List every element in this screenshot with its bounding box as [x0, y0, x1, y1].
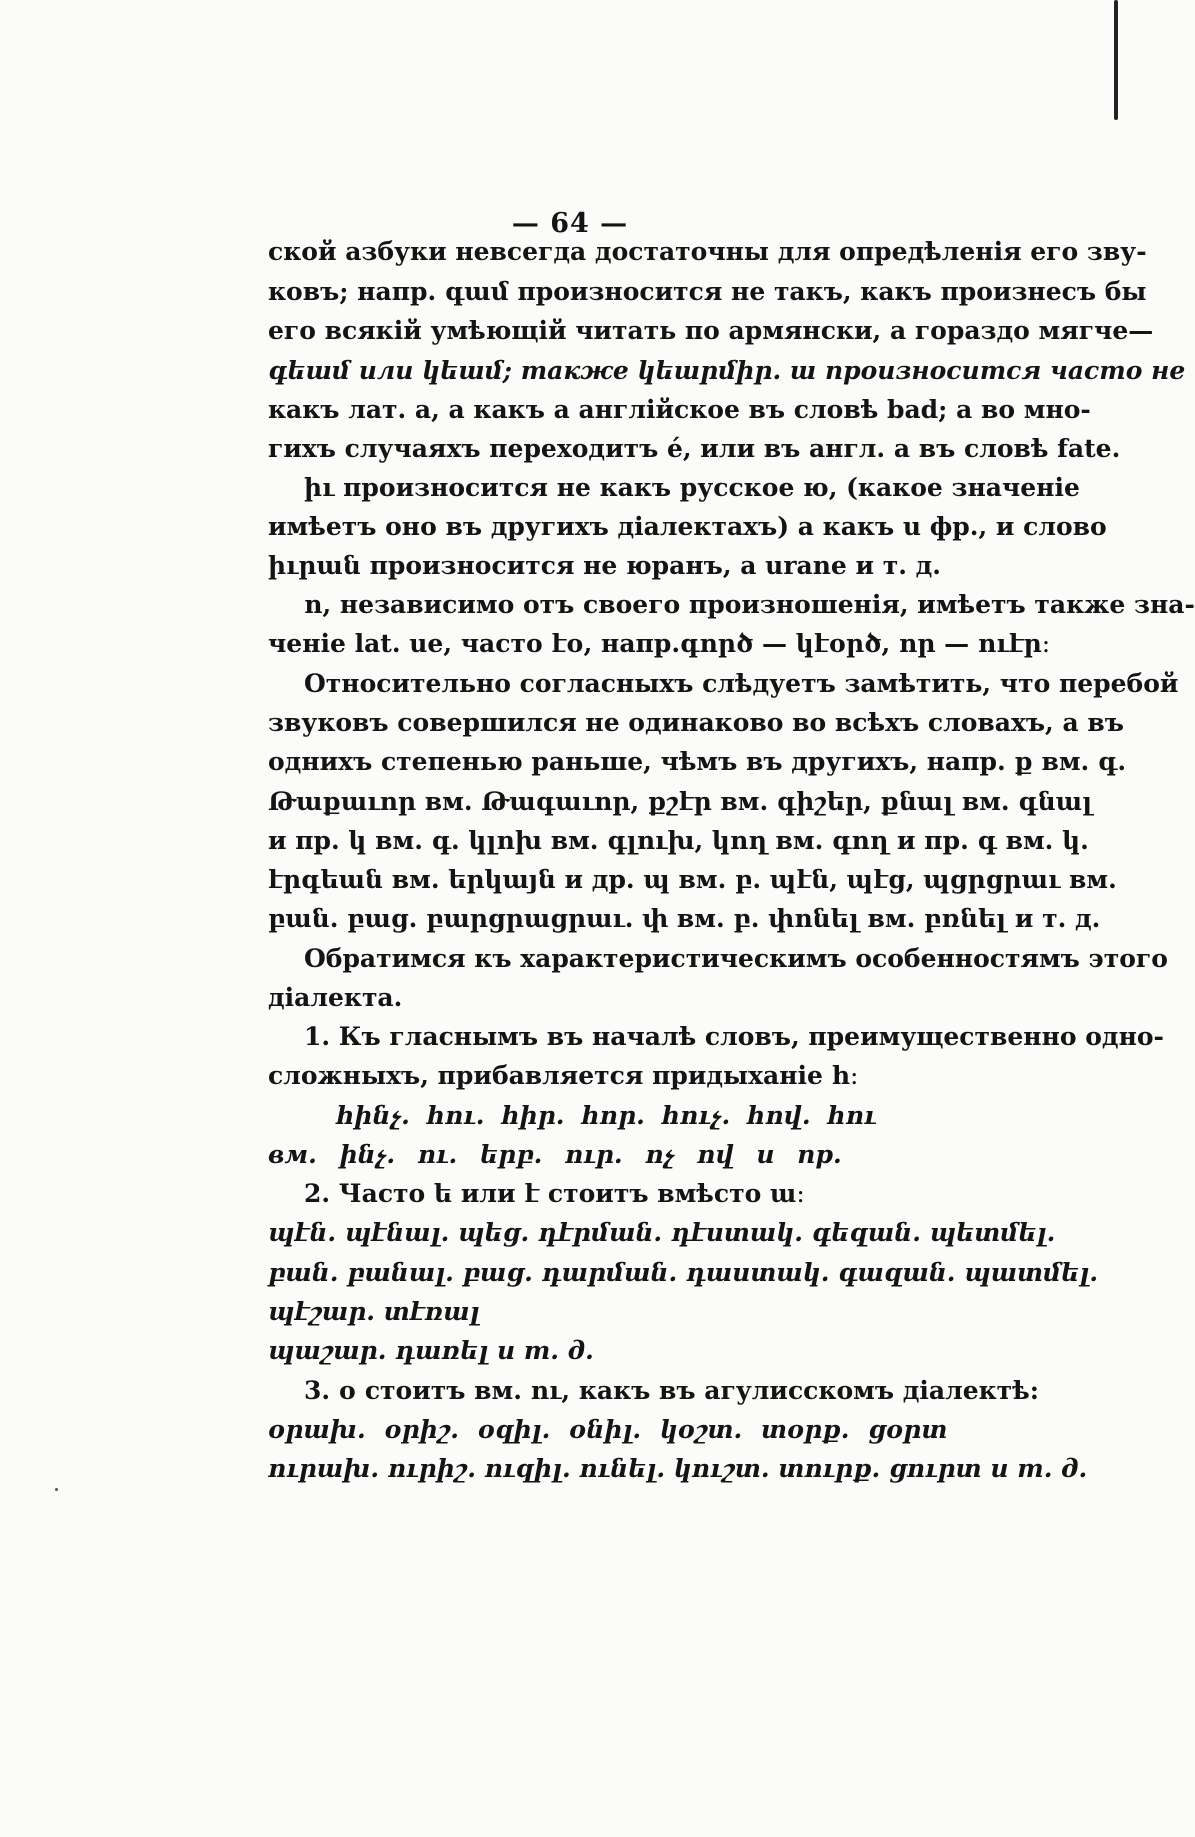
text-line: պէն. պէնալ. պեց. դէրման. դէստակ. գեզան. պետմել. [268, 1218, 1056, 1247]
text-line: օրախ. օրիշ. օզիլ. օնիլ. կօշտ. տօրք. ցօրտ [268, 1415, 948, 1444]
text-line: сложныхъ, прибавляется придыханіе հ։ [268, 1061, 859, 1090]
text-line: 3. օ стоитъ вм. ու, какъ въ агулисскомъ діалектѣ: [304, 1376, 1039, 1405]
text-line: и пр. կ вм. գ. կլոխ вм. գլուխ, կող вм. գող и пр. գ вм. կ. [268, 826, 1089, 855]
text-line: Обратимся къ характеристическимъ особенностямъ этого [304, 944, 1168, 973]
text-line: ской азбуки невсегда достаточны для опредѣленія его зву- [268, 237, 1147, 266]
text-line: էրգեան вм. երկայն и др. պ вм. բ. պէն, պէց, պցրցրաւ вм. [268, 865, 1117, 894]
text-line: պէշար. տէռալ [268, 1297, 480, 1326]
text-line: ковъ; напр. գամ произносится не такъ, какъ произнесъ бы [268, 277, 1147, 306]
text-line: вм. ինչ. ու. երբ. ուր. ոչ ով и пр. [268, 1140, 842, 1169]
text-line: Թաքաւոր вм. Թագաւոր, քշէր вм. գիշեր, քնալ вм. գնալ [268, 787, 1093, 816]
text-line: իւրան произносится не юранъ, а urane и т. д. [268, 551, 941, 580]
text-line: однихъ степенью раньше, чѣмъ въ другихъ, напр. ք вм. գ. [268, 747, 1127, 776]
text-line: звуковъ совершился не одинаково во всѣхъ словахъ, а въ [268, 708, 1124, 737]
text-line: իւ произносится не какъ русское ю, (какое значеніе [304, 473, 1080, 502]
text-line: 2. Часто ե или է стоитъ вмѣсто ա։ [304, 1179, 805, 1208]
text-line: բան. բանալ. բաց. դարման. դաստակ. գազան. պատմել. [268, 1258, 1099, 1287]
text-line: какъ лат. a, а какъ a англійское въ словѣ bad; а во мно- [268, 395, 1091, 424]
page-edge-line [1114, 0, 1118, 120]
text-line: հինչ. հու. հիր. հոր. հուչ. հով. հու [336, 1101, 877, 1130]
text-line: ուրախ. ուրիշ. ուզիլ. ունել. կուշտ. տուրք. ցուրտ и т. д. [268, 1454, 1088, 1483]
text-line: имѣетъ оно въ другихъ діалектахъ) а какъ u фр., и слово [268, 512, 1107, 541]
text-line: ченіе lat. ue, часто էօ, напр.գործ — կէօրծ, որ — ուէր։ [268, 629, 1051, 658]
text-line: գեամ или կեամ; также կեարմիր. ա произносится часто не [268, 356, 1186, 385]
text-line: ո, независимо отъ своего произношенія, имѣетъ также зна- [304, 590, 1195, 619]
text-line: его всякій умѣющій читать по армянски, а гораздо мягче— [268, 316, 1154, 345]
text-line: 1. Къ гласнымъ въ началѣ словъ, преимущественно одно- [304, 1022, 1164, 1051]
text-line: гихъ случаяхъ переходитъ é, или въ англ. a въ словѣ fate. [268, 434, 1121, 463]
margin-mark [55, 1488, 58, 1491]
text-line: պաշար. դառել и т. д. [268, 1336, 594, 1365]
text-line: діалекта. [268, 983, 403, 1012]
text-line: բան. բաց. բարցրացրաւ. փ вм. բ. փոնել вм. բռնել и т. д. [268, 904, 1101, 933]
page-number: — 64 — [511, 208, 629, 239]
text-line: Относительно согласныхъ слѣдуетъ замѣтить, что перебой [304, 669, 1179, 698]
